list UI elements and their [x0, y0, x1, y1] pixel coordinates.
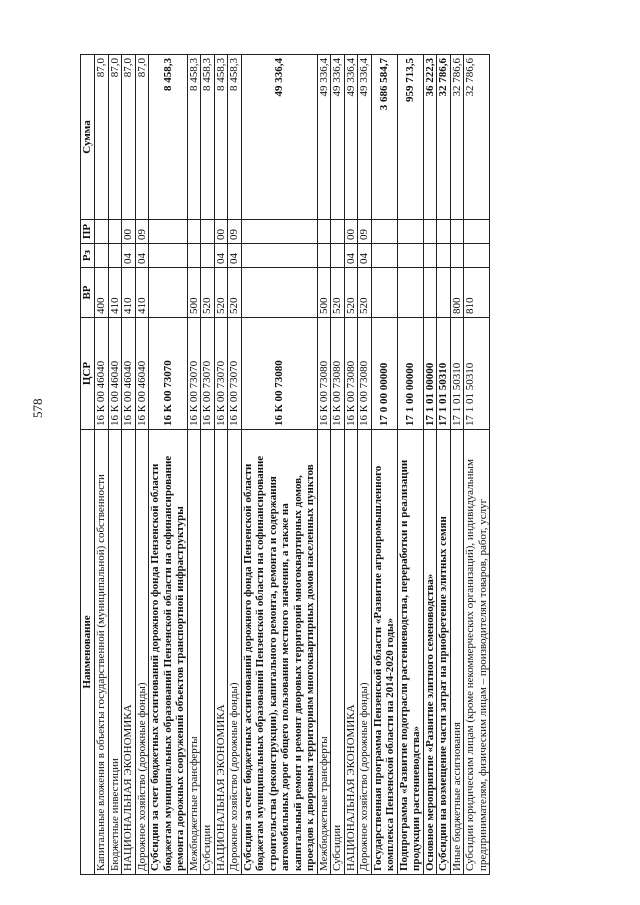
cell-rz: 04 — [344, 244, 358, 268]
cell-vr — [149, 268, 188, 318]
cell-csr: 16 К 00 46040 — [95, 318, 109, 430]
cell-pr: 09 — [358, 220, 372, 244]
cell-csr: 17 1 00 00000 — [397, 318, 423, 430]
cell-vr: 800 — [450, 268, 464, 318]
cell-pr — [201, 220, 215, 244]
cell-name: Субсидии за счет бюджетных ассигнований дорожного фонда Пензенской области бюджетам муниципальных образований Пензенской области на софинансирование строительства (реконструкции), капитального ремонта, ремонта и содержания автомобильных дорог общего пользования местного значения, а также на капитальный ремонт и ремонт дворовых территорий многоквартирных домов, проездов к дворовым территориям многоквартирных домов населенных пунктов — [241, 430, 317, 875]
cell-name: Межбюджетные трансферты — [317, 430, 331, 875]
cell-vr: 410 — [122, 268, 136, 318]
cell-name: НАЦИОНАЛЬНАЯ ЭКОНОМИКА — [122, 430, 136, 875]
table-row — [317, 55, 331, 875]
table-row — [201, 55, 215, 875]
cell-rz — [241, 244, 317, 268]
budget-table-container — [80, 55, 490, 875]
cell-vr — [437, 268, 451, 318]
cell-sum: 3 686 584,7 — [371, 55, 397, 220]
cell-pr — [317, 220, 331, 244]
cell-csr: 16 К 00 73080 — [317, 318, 331, 430]
cell-sum: 87,0 — [108, 55, 122, 220]
cell-vr: 520 — [214, 268, 228, 318]
cell-csr: 16 К 00 73070 — [187, 318, 201, 430]
cell-name: Капитальные вложения в объекты государственной (муниципальной) собственности — [95, 430, 109, 875]
cell-sum: 36 222,3 — [423, 55, 437, 220]
cell-rz — [371, 244, 397, 268]
cell-sum: 87,0 — [95, 55, 109, 220]
cell-vr: 520 — [331, 268, 345, 318]
cell-pr — [397, 220, 423, 244]
cell-rz: 04 — [122, 244, 136, 268]
table-row — [214, 55, 228, 875]
cell-sum: 49 336,4 — [344, 55, 358, 220]
cell-name: Субсидии — [331, 430, 345, 875]
cell-name: Подпрограмма «Развитие подотрасли растениеводства, переработки и реализации продукции растениеводства» — [397, 430, 423, 875]
cell-name: Дорожное хозяйство (дорожные фонды) — [228, 430, 242, 875]
cell-sum: 87,0 — [122, 55, 136, 220]
cell-sum: 8 458,3 — [214, 55, 228, 220]
cell-pr — [108, 220, 122, 244]
cell-pr: 00 — [344, 220, 358, 244]
table-row — [187, 55, 201, 875]
cell-name: Субсидии — [201, 430, 215, 875]
table-row — [149, 55, 188, 875]
cell-rz — [108, 244, 122, 268]
cell-rz: 04 — [135, 244, 149, 268]
cell-rz — [149, 244, 188, 268]
cell-rz: 04 — [214, 244, 228, 268]
cell-sum: 49 336,4 — [241, 55, 317, 220]
table-row — [397, 55, 423, 875]
cell-csr: 16 К 00 73070 — [228, 318, 242, 430]
header-csr: ЦСР — [81, 318, 95, 430]
cell-sum: 959 713,5 — [397, 55, 423, 220]
table-row — [122, 55, 136, 875]
cell-name: НАЦИОНАЛЬНАЯ ЭКОНОМИКА — [214, 430, 228, 875]
cell-csr: 17 1 01 50310 — [464, 318, 490, 430]
table-row — [135, 55, 149, 875]
table-row — [464, 55, 490, 875]
cell-vr: 810 — [464, 268, 490, 318]
cell-rz — [95, 244, 109, 268]
header-name: Наименование — [81, 430, 95, 875]
cell-vr — [423, 268, 437, 318]
cell-vr: 410 — [108, 268, 122, 318]
cell-csr: 16 К 00 73070 — [149, 318, 188, 430]
cell-vr: 500 — [187, 268, 201, 318]
table-row — [228, 55, 242, 875]
cell-rz — [397, 244, 423, 268]
cell-name: Субсидии за счет бюджетных ассигнований дорожного фонда Пензенской области бюджетам муниципальных образований Пензенской области на софинансирование ремонта дорожных сооружений объектов транспортной инфраструктуры — [149, 430, 188, 875]
cell-rz — [450, 244, 464, 268]
cell-rz — [187, 244, 201, 268]
cell-vr: 400 — [95, 268, 109, 318]
cell-name: Субсидии на возмещение части затрат на приобретение элитных семян — [437, 430, 451, 875]
page-number: 578 — [30, 398, 45, 418]
table-header-row — [81, 55, 95, 875]
cell-name: Дорожное хозяйство (дорожные фонды) — [135, 430, 149, 875]
cell-pr — [371, 220, 397, 244]
cell-name: Основное мероприятие «Развитие элитного семеноводства» — [423, 430, 437, 875]
cell-csr: 16 К 00 73080 — [331, 318, 345, 430]
cell-rz — [317, 244, 331, 268]
cell-rz — [201, 244, 215, 268]
cell-pr — [437, 220, 451, 244]
cell-pr — [331, 220, 345, 244]
cell-csr: 17 1 01 50310 — [450, 318, 464, 430]
cell-vr: 520 — [228, 268, 242, 318]
table-row — [344, 55, 358, 875]
cell-name: НАЦИОНАЛЬНАЯ ЭКОНОМИКА — [344, 430, 358, 875]
cell-sum: 87,0 — [135, 55, 149, 220]
cell-name: Межбюджетные трансферты — [187, 430, 201, 875]
cell-sum: 32 786,6 — [437, 55, 451, 220]
budget-table — [80, 54, 490, 875]
cell-pr — [187, 220, 201, 244]
cell-csr: 17 1 01 50310 — [437, 318, 451, 430]
cell-vr: 520 — [358, 268, 372, 318]
cell-pr — [423, 220, 437, 244]
cell-vr — [397, 268, 423, 318]
cell-sum: 32 786,6 — [464, 55, 490, 220]
cell-csr: 16 К 00 73070 — [201, 318, 215, 430]
cell-sum: 49 336,4 — [317, 55, 331, 220]
table-row — [437, 55, 451, 875]
header-rz: Рз — [81, 244, 95, 268]
cell-vr: 410 — [135, 268, 149, 318]
cell-csr: 16 К 00 46040 — [122, 318, 136, 430]
cell-vr: 500 — [317, 268, 331, 318]
cell-sum: 8 458,3 — [187, 55, 201, 220]
header-sum: Сумма — [81, 55, 95, 220]
cell-rz — [464, 244, 490, 268]
table-row — [241, 55, 317, 875]
table-row — [423, 55, 437, 875]
table-body — [95, 55, 490, 875]
cell-rz: 04 — [228, 244, 242, 268]
cell-pr — [464, 220, 490, 244]
cell-rz — [331, 244, 345, 268]
cell-pr — [241, 220, 317, 244]
cell-csr: 16 К 00 46040 — [135, 318, 149, 430]
table-row — [95, 55, 109, 875]
cell-csr: 16 К 00 46040 — [108, 318, 122, 430]
cell-sum: 8 458,3 — [228, 55, 242, 220]
table-row — [358, 55, 372, 875]
cell-rz — [437, 244, 451, 268]
cell-pr: 00 — [122, 220, 136, 244]
cell-name: Иные бюджетные ассигнования — [450, 430, 464, 875]
cell-rz — [423, 244, 437, 268]
cell-pr — [149, 220, 188, 244]
cell-csr: 17 1 01 00000 — [423, 318, 437, 430]
cell-sum: 32 786,6 — [450, 55, 464, 220]
table-row — [371, 55, 397, 875]
cell-name: Дорожное хозяйство (дорожные фонды) — [358, 430, 372, 875]
cell-csr: 16 К 00 73080 — [358, 318, 372, 430]
cell-name: Государственная программа Пензенской области «Развитие агропромышленного комплекса Пензенской области на 2014-2020 годы» — [371, 430, 397, 875]
cell-csr: 16 К 00 73080 — [344, 318, 358, 430]
cell-vr: 520 — [201, 268, 215, 318]
cell-pr — [95, 220, 109, 244]
table-row — [450, 55, 464, 875]
cell-csr: 16 К 00 73080 — [241, 318, 317, 430]
header-vr: ВР — [81, 268, 95, 318]
cell-csr: 16 К 00 73070 — [214, 318, 228, 430]
cell-sum: 49 336,4 — [358, 55, 372, 220]
cell-pr: 09 — [228, 220, 242, 244]
cell-sum: 49 336,4 — [331, 55, 345, 220]
cell-pr: 00 — [214, 220, 228, 244]
cell-name: Субсидии юридическим лицам (кроме некоммерческих организаций), индивидуальным предпринимателям, физическим лицам – производителям товаров, работ, услуг — [464, 430, 490, 875]
table-row — [108, 55, 122, 875]
cell-sum: 8 458,3 — [201, 55, 215, 220]
cell-pr — [450, 220, 464, 244]
cell-vr — [241, 268, 317, 318]
cell-name: Бюджетные инвестиции — [108, 430, 122, 875]
header-pr: ПР — [81, 220, 95, 244]
cell-sum: 8 458,3 — [149, 55, 188, 220]
cell-vr — [371, 268, 397, 318]
cell-pr: 09 — [135, 220, 149, 244]
cell-rz: 04 — [358, 244, 372, 268]
table-row — [331, 55, 345, 875]
cell-csr: 17 0 00 00000 — [371, 318, 397, 430]
cell-vr: 520 — [344, 268, 358, 318]
